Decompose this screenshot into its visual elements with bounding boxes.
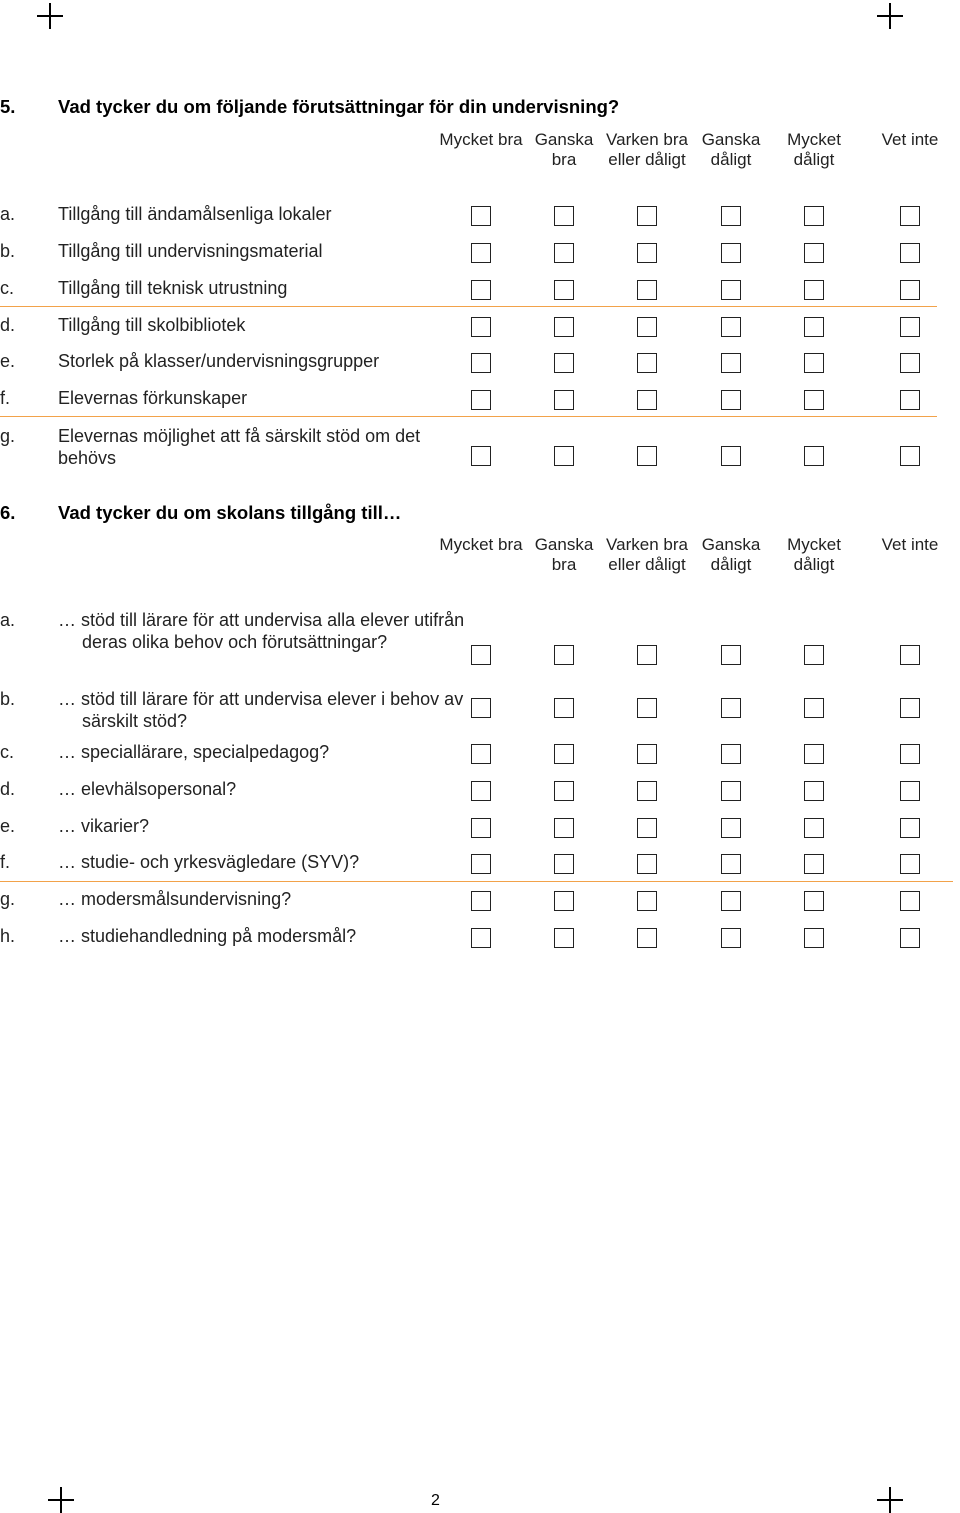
answer-checkbox[interactable] <box>637 353 657 373</box>
registration-mark-top-left <box>37 3 63 29</box>
item-letter: b. <box>0 241 16 261</box>
answer-checkbox[interactable] <box>721 891 741 911</box>
answer-checkbox[interactable] <box>554 818 574 838</box>
item-letter: g. <box>0 426 16 446</box>
answer-checkbox[interactable] <box>637 390 657 410</box>
answer-checkbox[interactable] <box>471 854 491 874</box>
answer-checkbox[interactable] <box>471 891 491 911</box>
answer-checkbox[interactable] <box>804 854 824 874</box>
answer-checkbox[interactable] <box>900 446 920 466</box>
item-letter: e. <box>0 816 16 836</box>
answer-checkbox[interactable] <box>637 206 657 226</box>
item-text: … studie- och yrkesvägledare (SYV)? <box>58 852 360 872</box>
registration-mark-bottom-right <box>877 1487 903 1513</box>
answer-checkbox[interactable] <box>637 744 657 764</box>
item-text: … stöd till lärare för att undervisa elever i behov av särskilt stöd? <box>58 689 464 731</box>
item-text: Storlek på klasser/undervisningsgrupper <box>58 351 380 371</box>
answer-checkbox[interactable] <box>471 818 491 838</box>
question-number: 6. <box>0 502 16 523</box>
item-text: … stöd till lärare för att undervisa alla elever utifrån deras olika behov och förutsättningar? <box>58 610 465 652</box>
answer-checkbox[interactable] <box>637 280 657 300</box>
answer-checkbox[interactable] <box>471 698 491 718</box>
answer-checkbox[interactable] <box>471 280 491 300</box>
column-header: Ganska bra <box>534 130 594 169</box>
answer-checkbox[interactable] <box>721 818 741 838</box>
answer-checkbox[interactable] <box>804 645 824 665</box>
item-letter: a. <box>0 610 16 630</box>
answer-checkbox[interactable] <box>900 645 920 665</box>
answer-checkbox[interactable] <box>721 744 741 764</box>
answer-checkbox[interactable] <box>471 446 491 466</box>
answer-checkbox[interactable] <box>554 206 574 226</box>
answer-checkbox[interactable] <box>721 243 741 263</box>
answer-checkbox[interactable] <box>804 390 824 410</box>
item-text: Tillgång till undervisningsmaterial <box>58 241 323 261</box>
column-header: Varken bra eller dåligt <box>606 130 688 169</box>
item-text: Tillgång till ändamålsenliga lokaler <box>58 204 332 224</box>
answer-checkbox[interactable] <box>804 928 824 948</box>
column-header: Varken bra eller dåligt <box>606 535 688 574</box>
answer-checkbox[interactable] <box>900 353 920 373</box>
answer-checkbox[interactable] <box>900 280 920 300</box>
question-number: 5. <box>0 96 16 117</box>
page-number: 2 <box>431 1492 440 1509</box>
answer-checkbox[interactable] <box>900 854 920 874</box>
column-header: Ganska dåligt <box>701 535 761 574</box>
answer-checkbox[interactable] <box>637 243 657 263</box>
highlight-rule <box>0 881 953 882</box>
item-text: Tillgång till skolbibliotek <box>58 315 246 335</box>
registration-mark-top-right <box>877 3 903 29</box>
answer-checkbox[interactable] <box>471 744 491 764</box>
item-letter: d. <box>0 779 16 799</box>
column-header: Mycket bra <box>439 535 523 554</box>
item-letter: b. <box>0 689 16 709</box>
answer-checkbox[interactable] <box>637 891 657 911</box>
item-text: Tillgång till teknisk utrustning <box>58 278 288 298</box>
answer-checkbox[interactable] <box>471 645 491 665</box>
answer-checkbox[interactable] <box>554 243 574 263</box>
answer-checkbox[interactable] <box>804 243 824 263</box>
answer-checkbox[interactable] <box>721 390 741 410</box>
column-header: Vet inte <box>881 535 939 554</box>
item-text: Elevernas möjlighet att få särskilt stöd om det behövs <box>58 426 421 468</box>
answer-checkbox[interactable] <box>471 781 491 801</box>
highlight-rule <box>0 416 937 417</box>
answer-checkbox[interactable] <box>471 928 491 948</box>
answer-checkbox[interactable] <box>900 928 920 948</box>
item-letter: f. <box>0 388 11 408</box>
item-text: … speciallärare, specialpedagog? <box>58 742 330 762</box>
answer-checkbox[interactable] <box>554 446 574 466</box>
answer-checkbox[interactable] <box>471 206 491 226</box>
answer-checkbox[interactable] <box>637 446 657 466</box>
answer-checkbox[interactable] <box>804 280 824 300</box>
registration-mark-bottom-left <box>48 1487 74 1513</box>
answer-checkbox[interactable] <box>721 280 741 300</box>
item-letter: c. <box>0 742 15 762</box>
answer-checkbox[interactable] <box>900 891 920 911</box>
answer-checkbox[interactable] <box>721 317 741 337</box>
answer-checkbox[interactable] <box>554 781 574 801</box>
answer-checkbox[interactable] <box>900 744 920 764</box>
answer-checkbox[interactable] <box>554 645 574 665</box>
answer-checkbox[interactable] <box>554 390 574 410</box>
answer-checkbox[interactable] <box>900 206 920 226</box>
answer-checkbox[interactable] <box>721 353 741 373</box>
column-header: Ganska dåligt <box>701 130 761 169</box>
answer-checkbox[interactable] <box>900 698 920 718</box>
column-header: Vet inte <box>881 130 939 149</box>
answer-checkbox[interactable] <box>721 854 741 874</box>
answer-checkbox[interactable] <box>637 781 657 801</box>
answer-checkbox[interactable] <box>637 317 657 337</box>
answer-checkbox[interactable] <box>900 781 920 801</box>
answer-checkbox[interactable] <box>804 206 824 226</box>
answer-checkbox[interactable] <box>721 645 741 665</box>
item-text: … vikarier? <box>58 816 150 836</box>
answer-checkbox[interactable] <box>804 446 824 466</box>
answer-checkbox[interactable] <box>554 353 574 373</box>
column-header: Mycket dåligt <box>787 130 841 169</box>
answer-checkbox[interactable] <box>554 317 574 337</box>
item-letter: g. <box>0 889 16 909</box>
question-text: Vad tycker du om skolans tillgång till… <box>58 502 402 523</box>
item-text: … elevhälsopersonal? <box>58 779 237 799</box>
answer-checkbox[interactable] <box>554 854 574 874</box>
answer-checkbox[interactable] <box>721 928 741 948</box>
item-text: … modersmålsundervisning? <box>58 889 292 909</box>
answer-checkbox[interactable] <box>804 317 824 337</box>
answer-checkbox[interactable] <box>721 781 741 801</box>
answer-checkbox[interactable] <box>471 243 491 263</box>
answer-checkbox[interactable] <box>721 698 741 718</box>
answer-checkbox[interactable] <box>554 744 574 764</box>
answer-checkbox[interactable] <box>637 645 657 665</box>
item-letter: d. <box>0 315 16 335</box>
highlight-rule <box>0 306 937 307</box>
answer-checkbox[interactable] <box>637 928 657 948</box>
answer-checkbox[interactable] <box>721 206 741 226</box>
answer-checkbox[interactable] <box>804 891 824 911</box>
question-text: Vad tycker du om följande förutsättningar för din undervisning? <box>58 96 620 117</box>
item-letter: a. <box>0 204 16 224</box>
item-letter: c. <box>0 278 15 298</box>
answer-checkbox[interactable] <box>804 744 824 764</box>
answer-checkbox[interactable] <box>804 818 824 838</box>
item-letter: e. <box>0 351 16 371</box>
item-letter: f. <box>0 852 11 872</box>
answer-checkbox[interactable] <box>471 390 491 410</box>
answer-checkbox[interactable] <box>721 446 741 466</box>
answer-checkbox[interactable] <box>900 818 920 838</box>
answer-checkbox[interactable] <box>804 698 824 718</box>
answer-checkbox[interactable] <box>900 243 920 263</box>
answer-checkbox[interactable] <box>554 280 574 300</box>
column-header: Mycket bra <box>439 130 523 149</box>
item-text: Elevernas förkunskaper <box>58 388 248 408</box>
item-text: … studiehandledning på modersmål? <box>58 926 357 946</box>
answer-checkbox[interactable] <box>471 317 491 337</box>
answer-checkbox[interactable] <box>900 317 920 337</box>
answer-checkbox[interactable] <box>804 781 824 801</box>
column-header: Ganska bra <box>534 535 594 574</box>
item-letter: h. <box>0 926 16 946</box>
answer-checkbox[interactable] <box>554 928 574 948</box>
answer-checkbox[interactable] <box>554 891 574 911</box>
answer-checkbox[interactable] <box>471 353 491 373</box>
answer-checkbox[interactable] <box>900 390 920 410</box>
answer-checkbox[interactable] <box>804 353 824 373</box>
answer-checkbox[interactable] <box>637 698 657 718</box>
answer-checkbox[interactable] <box>637 818 657 838</box>
answer-checkbox[interactable] <box>637 854 657 874</box>
answer-checkbox[interactable] <box>554 698 574 718</box>
column-header: Mycket dåligt <box>787 535 841 574</box>
